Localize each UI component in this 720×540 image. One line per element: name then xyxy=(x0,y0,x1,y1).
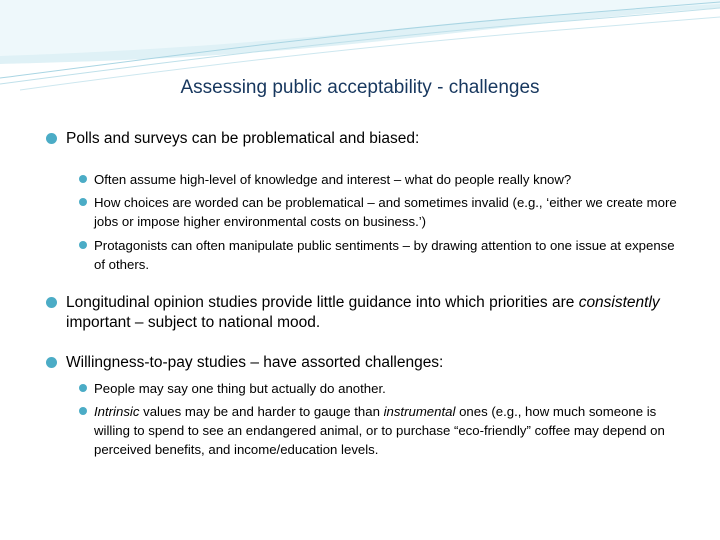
sub-bullet-say-do xyxy=(94,379,684,398)
bullet-longitudinal xyxy=(66,293,686,333)
bullet-longitudinal-italic: consistently xyxy=(578,294,660,311)
bullet-longitudinal-text-b: important – subject to national mood. xyxy=(66,314,321,331)
sub-bullet-dot-icon xyxy=(79,384,87,392)
sub-bullet-intrinsic xyxy=(94,402,684,459)
sub-bullet-say-do-text: People may say one thing but actually do another. xyxy=(94,381,386,396)
sub-bullet-wording-text: How choices are worded can be problematical – and sometimes invalid (e.g., ‘either we create more jobs or impose higher environmental costs on business.’) xyxy=(94,195,677,229)
sub-bullet-protagonists xyxy=(94,236,684,274)
bullet-longitudinal-text-a: Longitudinal opinion studies provide little guidance into which priorities are xyxy=(66,294,579,311)
sub-bullet-instrumental-italic: instrumental xyxy=(383,404,456,419)
sub-bullet-dot-icon xyxy=(79,198,87,206)
sub-bullet-wording xyxy=(94,193,684,231)
sub-bullet-dot-icon xyxy=(79,241,87,249)
sub-bullet-protagonists-text: Protagonists can often manipulate public sentiments – by drawing attention to one issue at expense of others. xyxy=(94,238,675,272)
bullet-polls-text: Polls and surveys can be problematical and biased: xyxy=(66,130,420,147)
bullet-dot-icon xyxy=(46,133,57,144)
sub-bullet-intrinsic-text-b: ones (e.g., how much someone is willing to spend to see an endangered animal, or to purchase “eco-friendly” coffee may depend on perceived benefits, and income/education levels. xyxy=(94,404,665,457)
bullet-dot-icon xyxy=(46,297,57,308)
bullet-polls xyxy=(66,129,686,149)
sub-bullet-intrinsic-italic: Intrinsic xyxy=(94,404,140,419)
bullet-willingness-text: Willingness-to-pay studies – have assorted challenges: xyxy=(66,354,444,371)
sub-bullet-intrinsic-text-a: values may be and harder to gauge than xyxy=(139,404,384,419)
sub-bullet-dot-icon xyxy=(79,175,87,183)
slide-title: Assessing public acceptability - challenges xyxy=(180,77,540,98)
bullet-willingness xyxy=(66,353,686,373)
sub-bullet-knowledge-text: Often assume high-level of knowledge and interest – what do people really know? xyxy=(94,172,572,187)
sub-bullet-knowledge xyxy=(94,170,684,189)
sub-bullet-dot-icon xyxy=(79,407,87,415)
bullet-dot-icon xyxy=(46,357,57,368)
header-wave-decoration xyxy=(0,0,720,120)
